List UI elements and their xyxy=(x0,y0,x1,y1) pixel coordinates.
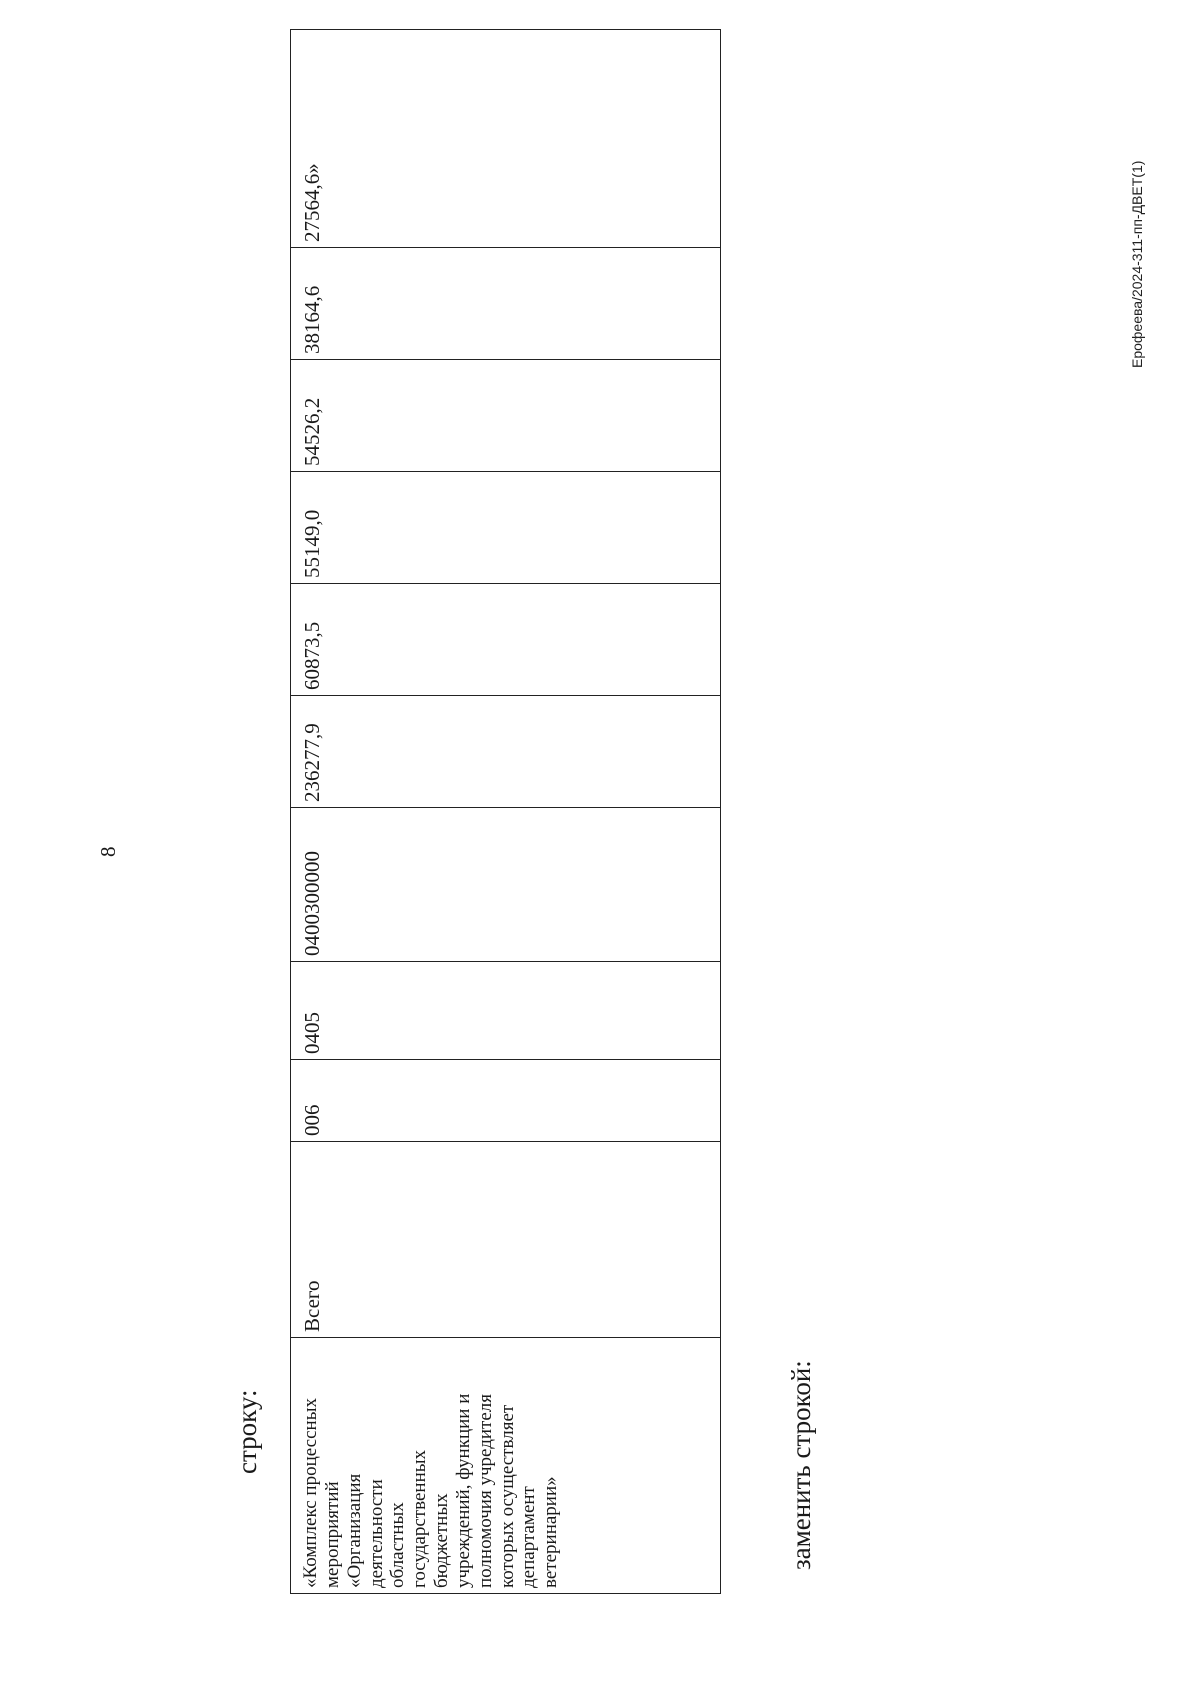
cell-year-3: 54526,2 xyxy=(291,360,721,472)
document-code: Ерофеева/2024-311-пп-ДВЕТ(1) xyxy=(1129,160,1145,368)
budget-table xyxy=(290,29,721,1594)
cell-code-006: 006 xyxy=(291,1060,721,1142)
replace-label: заменить строкой: xyxy=(786,1360,816,1570)
cell-year-4: 38164,6 xyxy=(291,248,721,360)
intro-label: строку: xyxy=(232,1389,262,1474)
cell-year-5: 27564,6» xyxy=(291,30,721,248)
cell-total: 236277,9 xyxy=(291,696,721,808)
cell-source: Всего xyxy=(291,1142,721,1338)
cell-program-name: «Комплекс процессных мероприятий «Организация деятельности областных государственных бюджетных учреждений, функции и полномочия учредителя которых осуществляет департамент ветеринарии» xyxy=(291,1338,721,1594)
table-row xyxy=(291,30,721,1594)
cell-year-2: 55149,0 xyxy=(291,472,721,584)
cell-target-code: 0400300000 xyxy=(291,808,721,962)
page-number: 8 xyxy=(96,846,120,857)
cell-year-1: 60873,5 xyxy=(291,584,721,696)
cell-code-0405: 0405 xyxy=(291,962,721,1060)
